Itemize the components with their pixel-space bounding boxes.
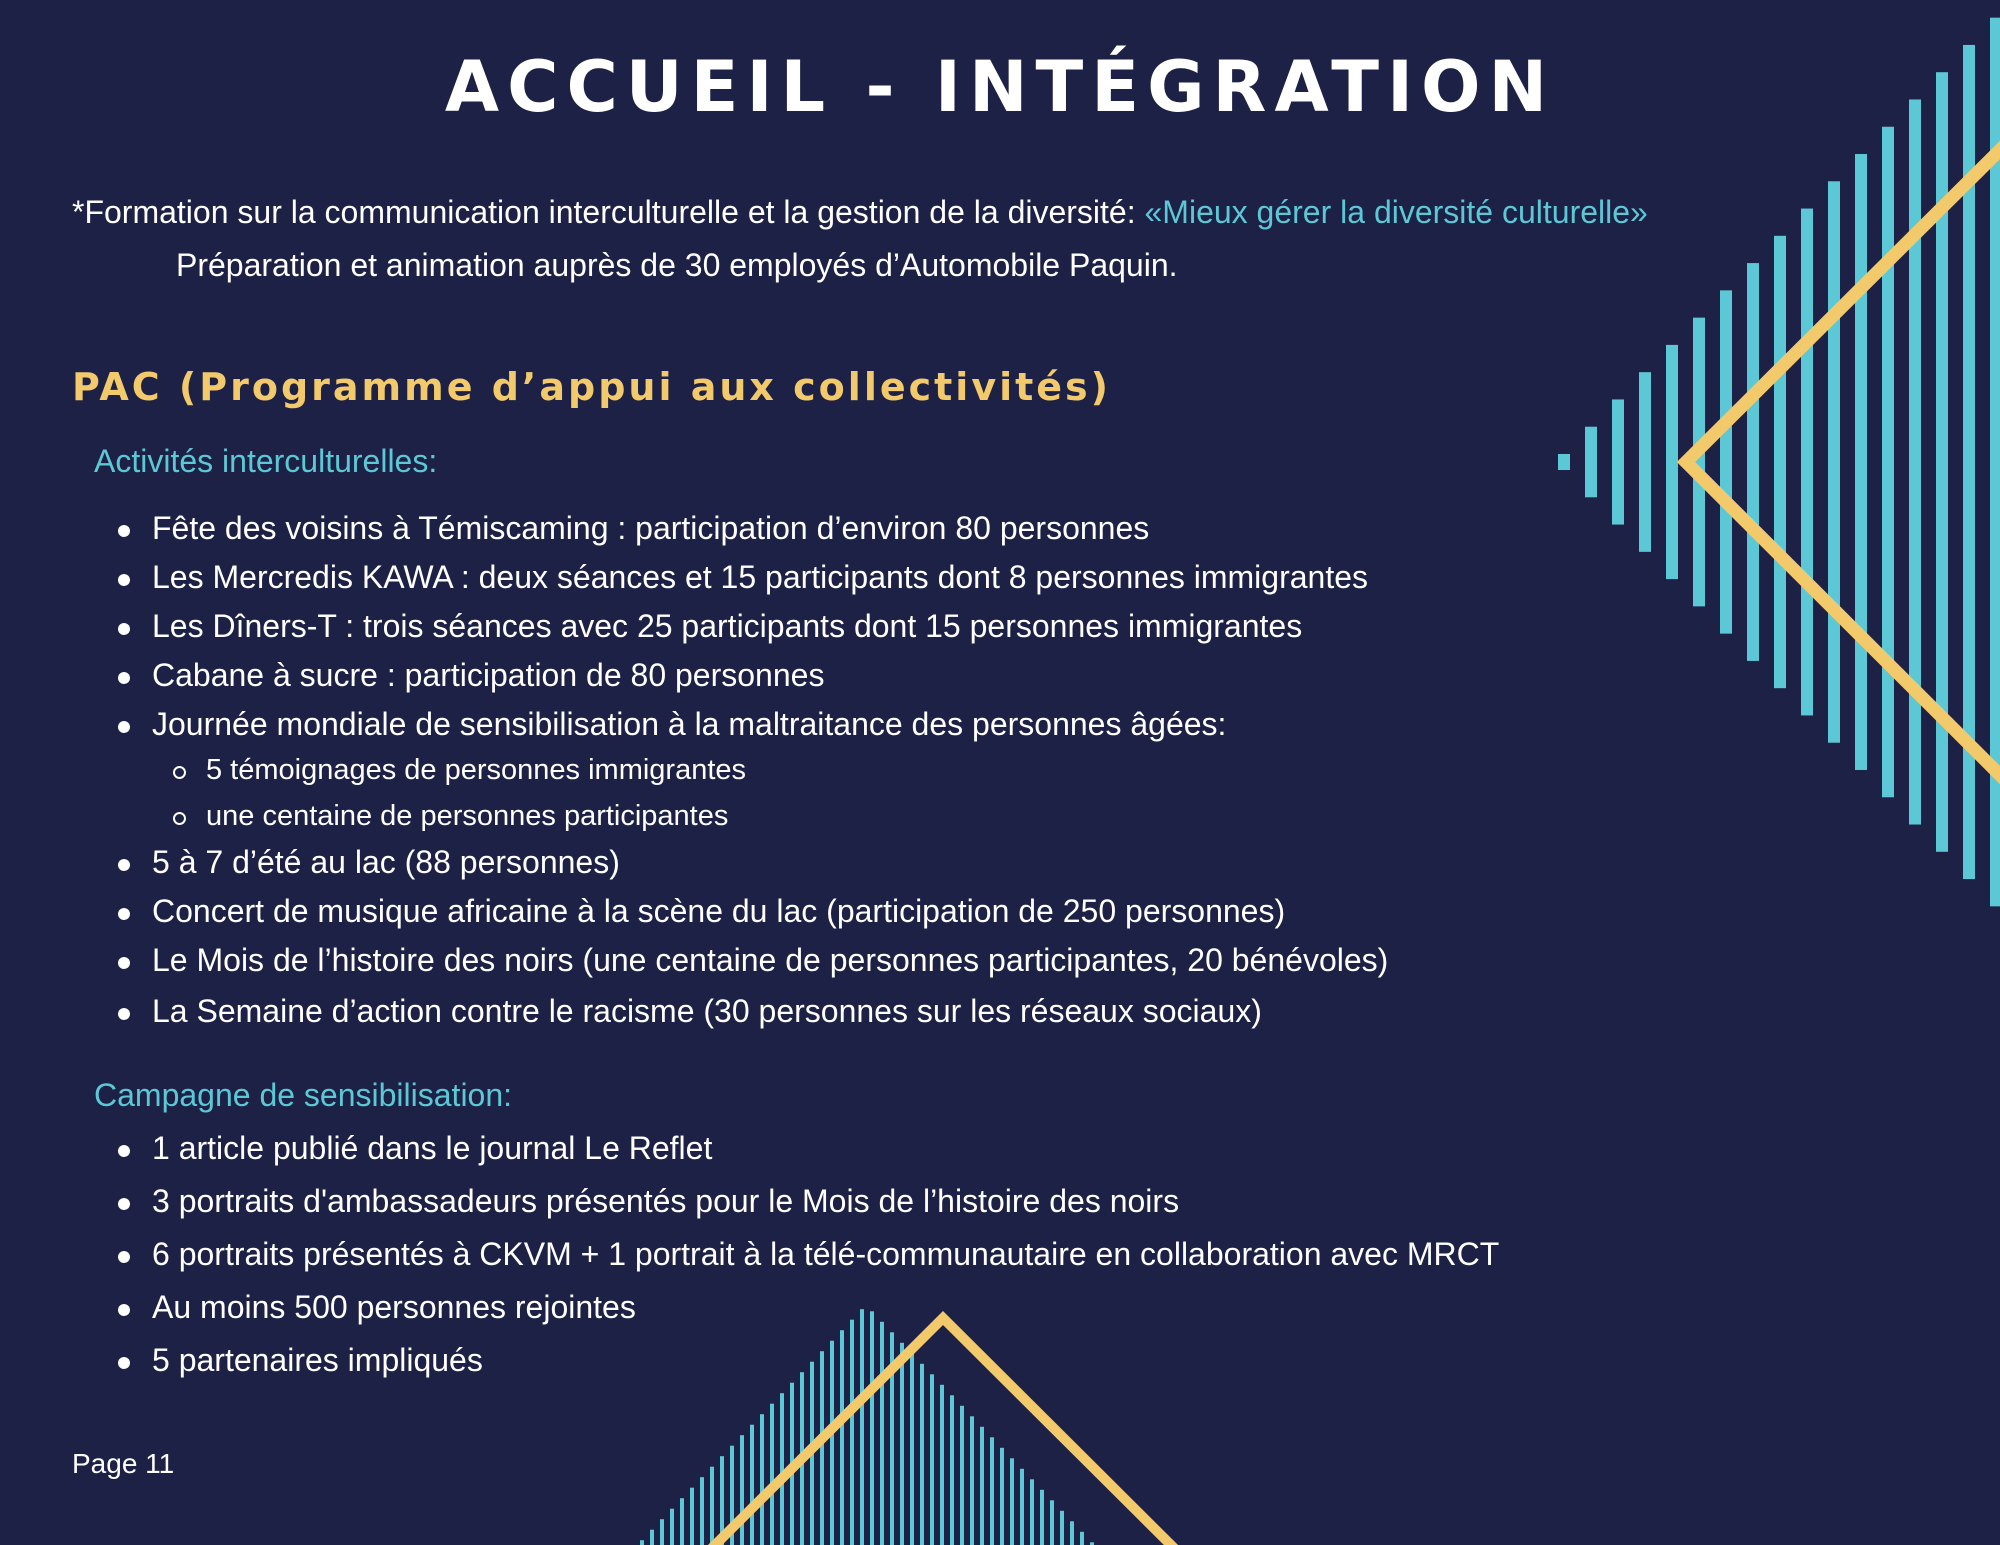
stripe bbox=[830, 1341, 834, 1545]
stripe bbox=[910, 1353, 914, 1545]
stripe bbox=[1558, 454, 1570, 470]
stripe bbox=[900, 1343, 904, 1545]
stripe bbox=[1747, 263, 1759, 661]
list-item: Le Mois de l’histoire des noirs (une centaine de personnes participantes, 20 bénévoles) bbox=[152, 942, 1389, 978]
stripe bbox=[980, 1427, 984, 1545]
stripe bbox=[780, 1393, 784, 1545]
stripe bbox=[670, 1509, 674, 1545]
stripe bbox=[840, 1330, 844, 1545]
intro-text: *Formation sur la communication interculturelle et la gestion de la diversité: bbox=[72, 194, 1145, 230]
stripe bbox=[1882, 127, 1894, 798]
stripe bbox=[880, 1322, 884, 1545]
stripe bbox=[1000, 1448, 1004, 1545]
stripe bbox=[1070, 1521, 1074, 1545]
stripe bbox=[1040, 1490, 1044, 1545]
section-title-pac: PAC (Programme d’appui aux collectivités) bbox=[72, 365, 1112, 409]
stripe bbox=[950, 1395, 954, 1545]
stripe bbox=[710, 1467, 714, 1545]
list-item: 3 portraits d'ambassadeurs présentés pour le Mois de l’histoire des noirs bbox=[152, 1183, 1180, 1219]
stripe bbox=[970, 1416, 974, 1545]
stripe bbox=[1020, 1469, 1024, 1545]
stripe bbox=[1585, 427, 1597, 498]
stripe bbox=[640, 1540, 644, 1545]
sub-list-item: 5 témoignages de personnes immigrantes bbox=[206, 754, 747, 786]
list-item: 5 partenaires impliqués bbox=[152, 1342, 483, 1378]
list-item: 6 portraits présentés à CKVM + 1 portrait à la télé-communautaire en collaboration avec MRCT bbox=[152, 1236, 1500, 1272]
stripe bbox=[1855, 154, 1867, 770]
list-item: La Semaine d’action contre le racisme (30 personnes sur les réseaux sociaux) bbox=[152, 993, 1262, 1029]
stripe bbox=[1909, 99, 1921, 824]
stripe bbox=[1666, 345, 1678, 579]
page-title: ACCUEIL - INTÉGRATION bbox=[444, 46, 1556, 128]
activities-heading: Activités interculturelles: bbox=[94, 443, 438, 479]
stripe bbox=[990, 1437, 994, 1545]
intro-highlight: «Mieux gérer la diversité culturelle» bbox=[1144, 194, 1648, 230]
stripe bbox=[870, 1311, 874, 1545]
list-item: 1 article publié dans le journal Le Reflet bbox=[152, 1130, 713, 1166]
stripe bbox=[740, 1435, 744, 1545]
stripe bbox=[1050, 1500, 1054, 1545]
list-item: Journée mondiale de sensibilisation à la maltraitance des personnes âgées: bbox=[152, 706, 1227, 742]
list-item: 5 à 7 d’été au lac (88 personnes) bbox=[152, 844, 620, 880]
striped-triangle-bottom bbox=[640, 1309, 1094, 1545]
stripe bbox=[1060, 1511, 1064, 1545]
stripe bbox=[850, 1320, 854, 1545]
stripe bbox=[650, 1530, 654, 1545]
stripe bbox=[1774, 236, 1786, 688]
stripe bbox=[960, 1406, 964, 1545]
stripe bbox=[1828, 181, 1840, 742]
stripe bbox=[1030, 1479, 1034, 1545]
stripe bbox=[660, 1519, 664, 1545]
intro-detail: Préparation et animation auprès de 30 employés d’Automobile Paquin. bbox=[176, 247, 1178, 283]
list-item: Cabane à sucre : participation de 80 personnes bbox=[152, 657, 825, 693]
sub-list-item: une centaine de personnes participantes bbox=[206, 800, 729, 832]
stripe bbox=[1612, 399, 1624, 524]
gold-chevron-right bbox=[1686, 140, 2000, 785]
stripe bbox=[760, 1414, 764, 1545]
list-item: Les Dîners-T : trois séances avec 25 participants dont 15 personnes immigrantes bbox=[152, 608, 1303, 644]
intro-line bbox=[72, 194, 1648, 231]
campaign-heading: Campagne de sensibilisation: bbox=[94, 1077, 513, 1113]
stripe bbox=[690, 1488, 694, 1545]
stripe bbox=[1936, 72, 1948, 852]
stripe bbox=[860, 1309, 864, 1545]
stripe bbox=[1010, 1458, 1014, 1545]
list-item: Fête des voisins à Témiscaming : participation d’environ 80 personnes bbox=[152, 510, 1150, 546]
page-number: Page 11 bbox=[72, 1448, 175, 1479]
stripe bbox=[940, 1385, 944, 1545]
stripe bbox=[1720, 290, 1732, 633]
stripe bbox=[930, 1374, 934, 1545]
stripe bbox=[1801, 209, 1813, 716]
stripe bbox=[750, 1425, 754, 1545]
stripe bbox=[700, 1477, 704, 1545]
list-item: Au moins 500 personnes rejointes bbox=[152, 1289, 636, 1325]
list-item: Les Mercredis KAWA : deux séances et 15 participants dont 8 personnes immigrantes bbox=[152, 559, 1369, 595]
stripe bbox=[1080, 1532, 1084, 1545]
list-item: Concert de musique africaine à la scène du lac (participation de 250 personnes) bbox=[152, 893, 1286, 929]
stripe bbox=[920, 1364, 924, 1545]
stripe bbox=[1639, 372, 1651, 552]
stripe bbox=[820, 1351, 824, 1545]
stripe bbox=[770, 1404, 774, 1545]
striped-triangle-right bbox=[1558, 18, 2000, 907]
stripe bbox=[680, 1498, 684, 1545]
